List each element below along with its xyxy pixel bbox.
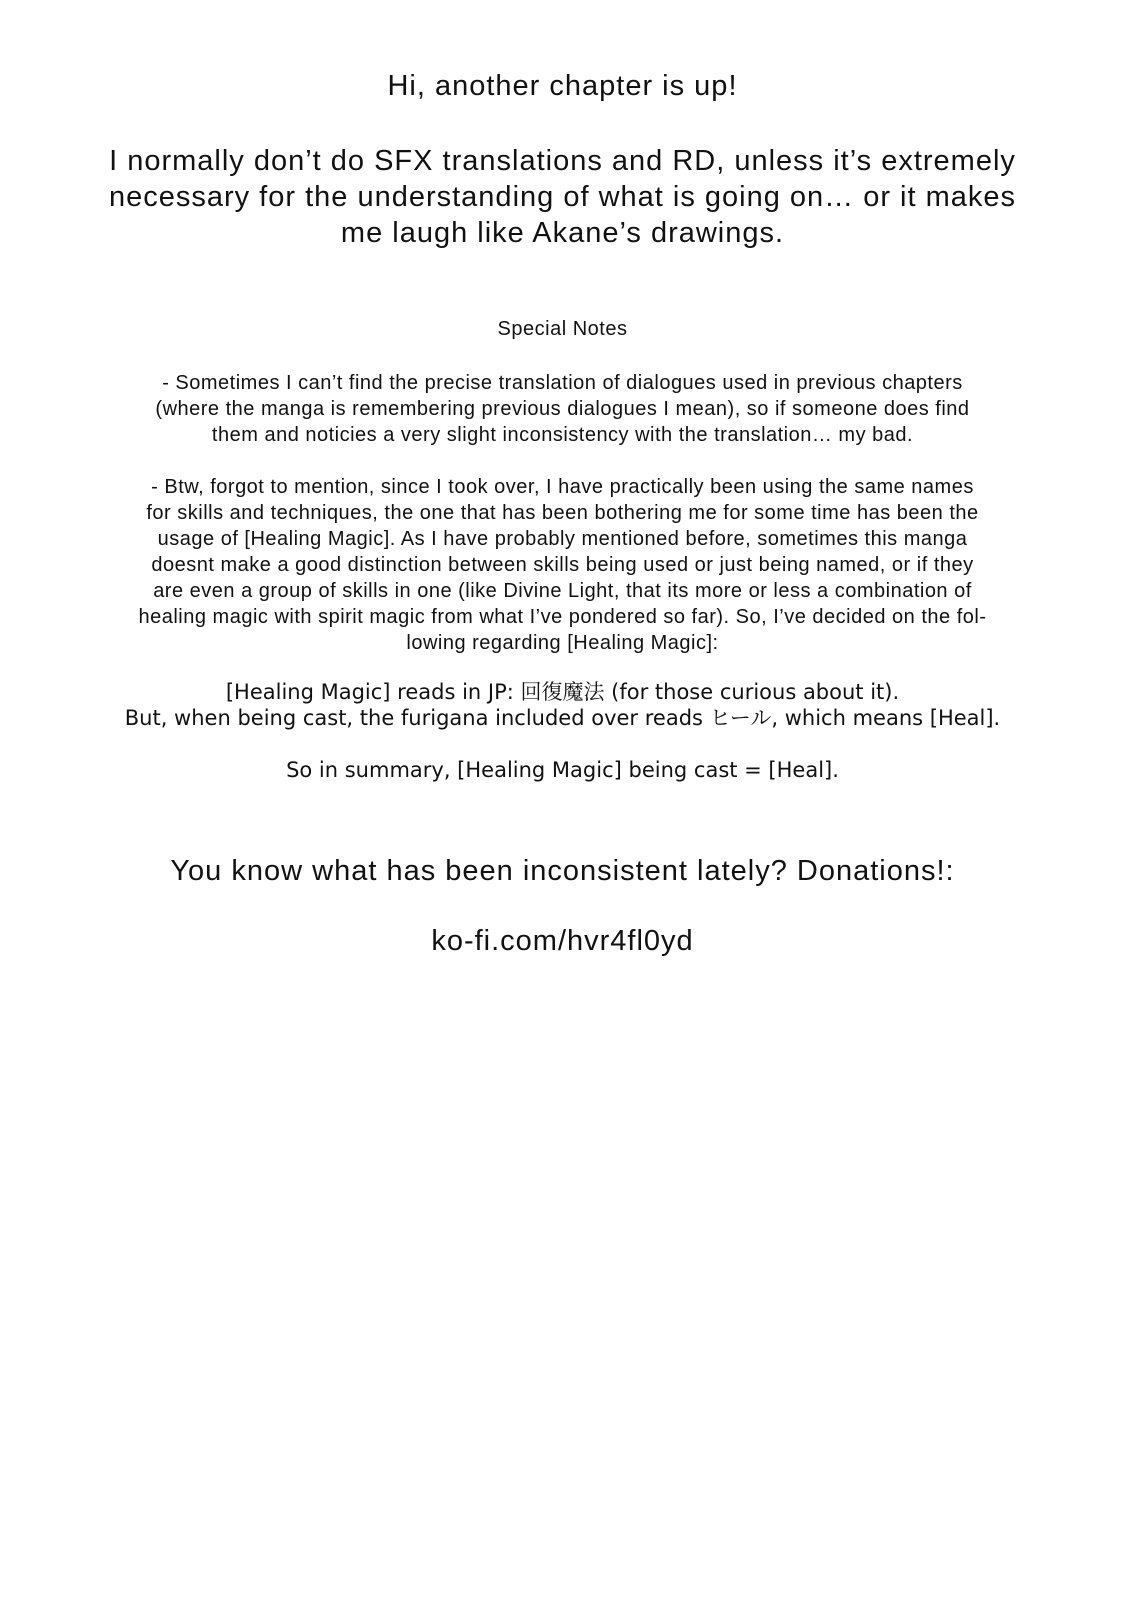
kofi-link-container — [0, 925, 1125, 958]
special-notes-title: Special Notes — [497, 318, 628, 340]
note1-line: (where the manga is remembering previous dialogues I mean), so if someone does find — [155, 398, 970, 420]
summary-text: So in summary, [Healing Magic] being cast = [Heal]. — [286, 758, 839, 782]
jp-line: But, when being cast, the furigana included over reads ヒール, which means [Heal]. — [124, 706, 1001, 730]
note2-line: - Btw, forgot to mention, since I took over, I have practically been using the same names — [151, 476, 974, 498]
note2-line: are even a group of skills in one (like Divine Light, that its more or less a combination of — [153, 580, 972, 602]
intro-line: I normally don’t do SFX translations and RD, unless it’s extremely — [109, 145, 1016, 177]
note2-line: lowing regarding [Healing Magic]: — [406, 632, 719, 654]
donations-text: You know what has been inconsistent lately? Donations!: — [170, 855, 955, 887]
kofi-link[interactable]: ko-fi.com/hvr4fl0yd — [431, 925, 694, 957]
note-paragraph-1 — [0, 370, 1125, 448]
note1-line: them and noticies a very slight inconsistency with the translation… my bad. — [211, 424, 914, 446]
jp-reading-paragraph — [0, 679, 1125, 731]
note2-line: healing magic with spirit magic from what I’ve pondered so far). So, I’ve decided on the fol- — [138, 606, 987, 628]
note2-line: usage of [Healing Magic]. As I have probably mentioned before, sometimes this manga — [157, 528, 968, 550]
note2-line: doesnt make a good distinction between skills being used or just being named, or if they — [151, 554, 974, 576]
note-paragraph-2 — [0, 474, 1125, 656]
greeting-text: Hi, another chapter is up! — [387, 70, 738, 102]
intro-line: necessary for the understanding of what is going on… or it makes — [108, 181, 1017, 213]
note1-line: - Sometimes I can’t find the precise translation of dialogues used in previous chapters — [162, 372, 963, 394]
intro-line: me laugh like Akane’s drawings. — [340, 217, 785, 249]
jp-line: [Healing Magic] reads in JP: 回復魔法 (for those curious about it). — [225, 680, 900, 704]
note2-line: for skills and techniques, the one that has been bothering me for some time has been the — [146, 502, 979, 524]
intro-paragraph — [0, 143, 1125, 251]
